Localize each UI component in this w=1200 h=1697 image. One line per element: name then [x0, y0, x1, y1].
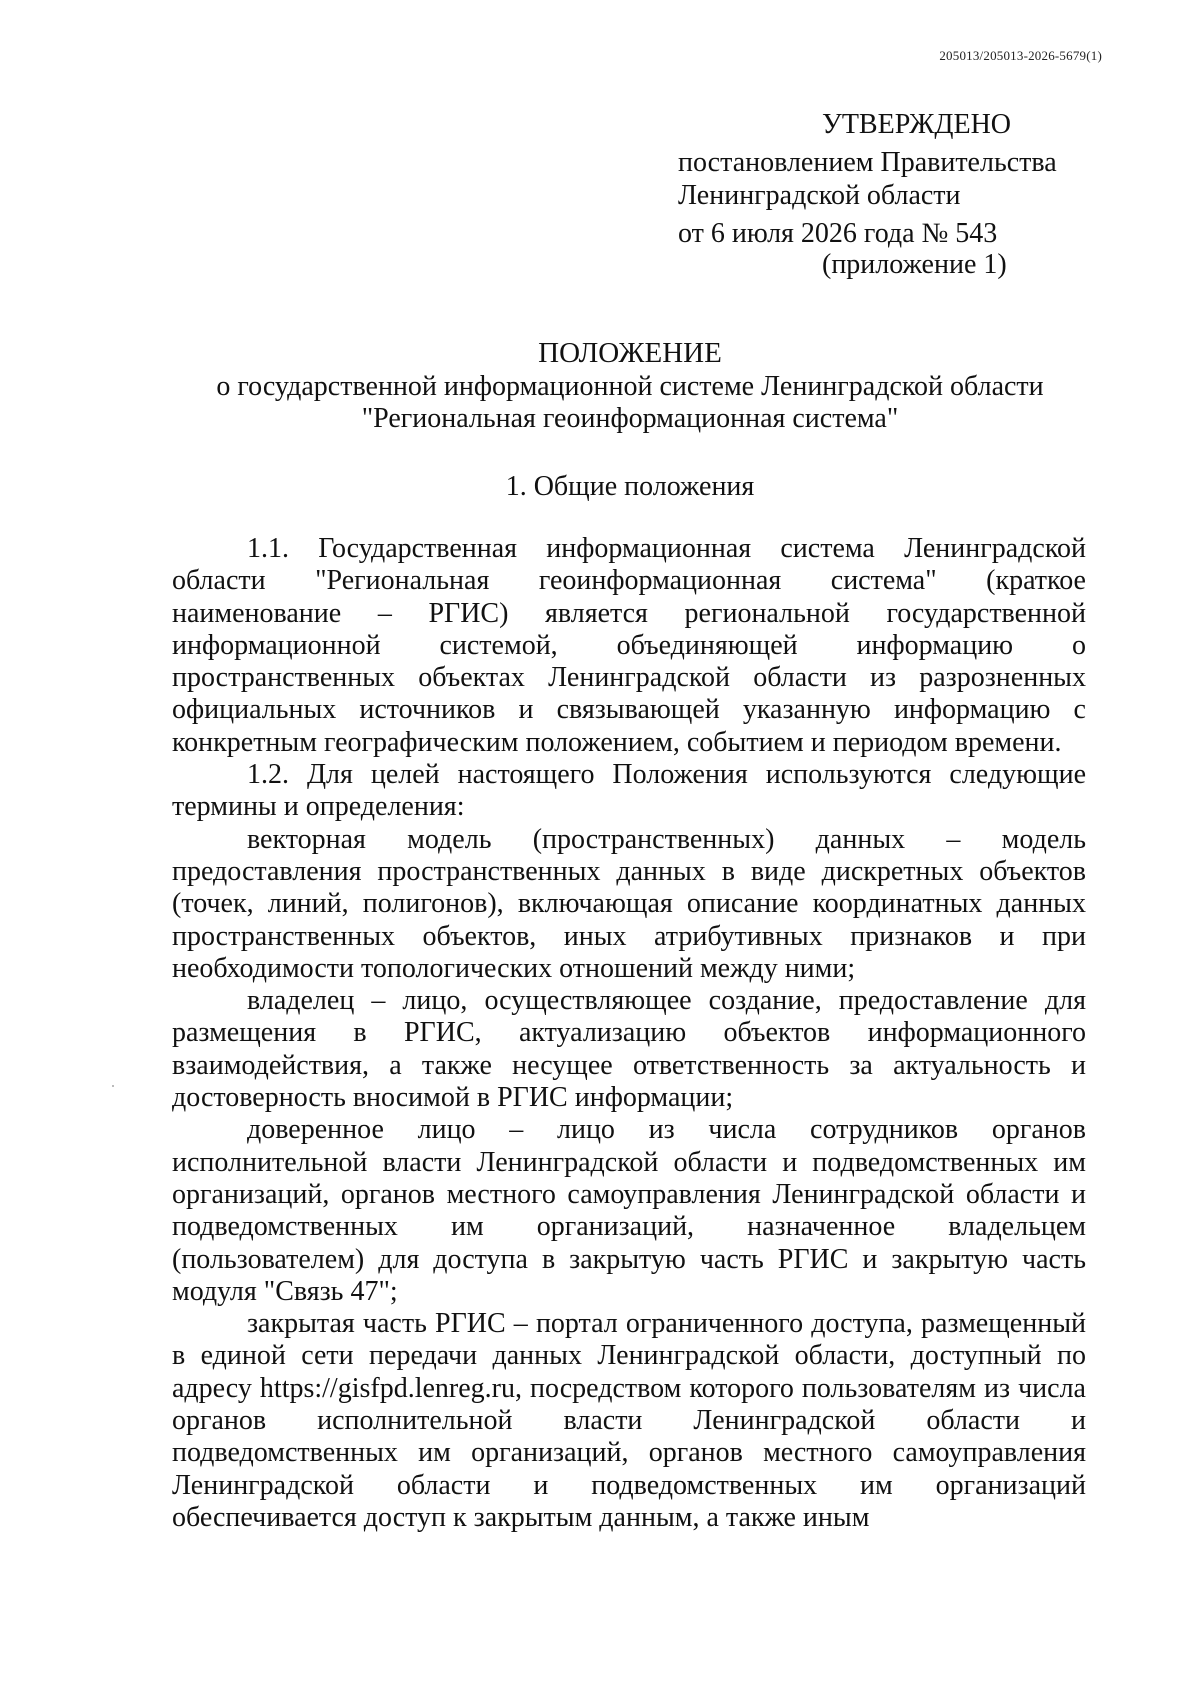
document-body	[172, 533, 1086, 1534]
definition-owner: владелец – лицо, осуществляющее создание, предоставление для размещения в РГИС, актуализацию объектов информационного взаимодействия, а также несущее ответственность за актуальность и достоверность вносимой в РГИС информации;	[172, 985, 1086, 1114]
approval-line-appendix: (приложение 1)	[822, 249, 1007, 280]
paragraph-1-1: 1.1. Государственная информационная система Ленинградской области "Региональная геоинформационная система" (краткое наименование – РГИС) является региональной государственной информационной системой, объединяющей информацию о пространственных объектах Ленинградской области из разрозненных официальных источников и связывающей указанную информацию с конкретным географическим положением, событием и периодом времени.	[172, 533, 1086, 758]
section-heading: 1. Общие положения	[505, 471, 755, 502]
document-registration-number: 205013/205013-2026-5679(1)	[939, 48, 1102, 63]
approval-line-resolution: постановлением Правительства	[678, 147, 1057, 178]
document-subtitle-line-2: "Региональная геоинформационная система"	[361, 403, 899, 434]
scan-speck	[112, 1085, 114, 1087]
document-title: ПОЛОЖЕНИЕ	[538, 337, 722, 369]
definition-trusted-person: доверенное лицо – лицо из числа сотрудников органов исполнительной власти Ленинградской области и подведомственных им организаций, органов местного самоуправления Ленинградской области и подведомственных им организаций, назначенное владельцем (пользователем) для доступа в закрытую часть РГИС и закрытую часть модуля "Связь 47";	[172, 1114, 1086, 1307]
paragraph-1-2: 1.2. Для целей настоящего Положения используются следующие термины и определения:	[172, 759, 1086, 823]
definition-closed-part: закрытая часть РГИС – портал ограниченного доступа, размещенный в единой сети передачи данных Ленинградской области, доступный по адресу https://gisfpd.lenreg.ru, посредством которого пользователям из числа органов исполнительной власти Ленинградской области и подведомственных им организаций, органов местного самоуправления Ленинградской области и подведомственных им организаций обеспечивается доступ к закрытым данным, а также иным	[172, 1308, 1086, 1533]
document-subtitle-line-1: о государственной информационной системе Ленинградской области	[216, 371, 1044, 402]
approval-title: УТВЕРЖДЕНО	[822, 109, 1012, 140]
definition-vector-model: векторная модель (пространственных) данных – модель предоставления пространственных данных в виде дискретных объектов (точек, линий, полигонов), включающая описание координатных данных пространственных объектов, иных атрибутивных признаков и при необходимости топологических отношений между ними;	[172, 823, 1086, 984]
approval-line-date-number: от 6 июля 2026 года № 543	[678, 218, 998, 249]
approval-line-region: Ленинградской области	[678, 180, 961, 211]
